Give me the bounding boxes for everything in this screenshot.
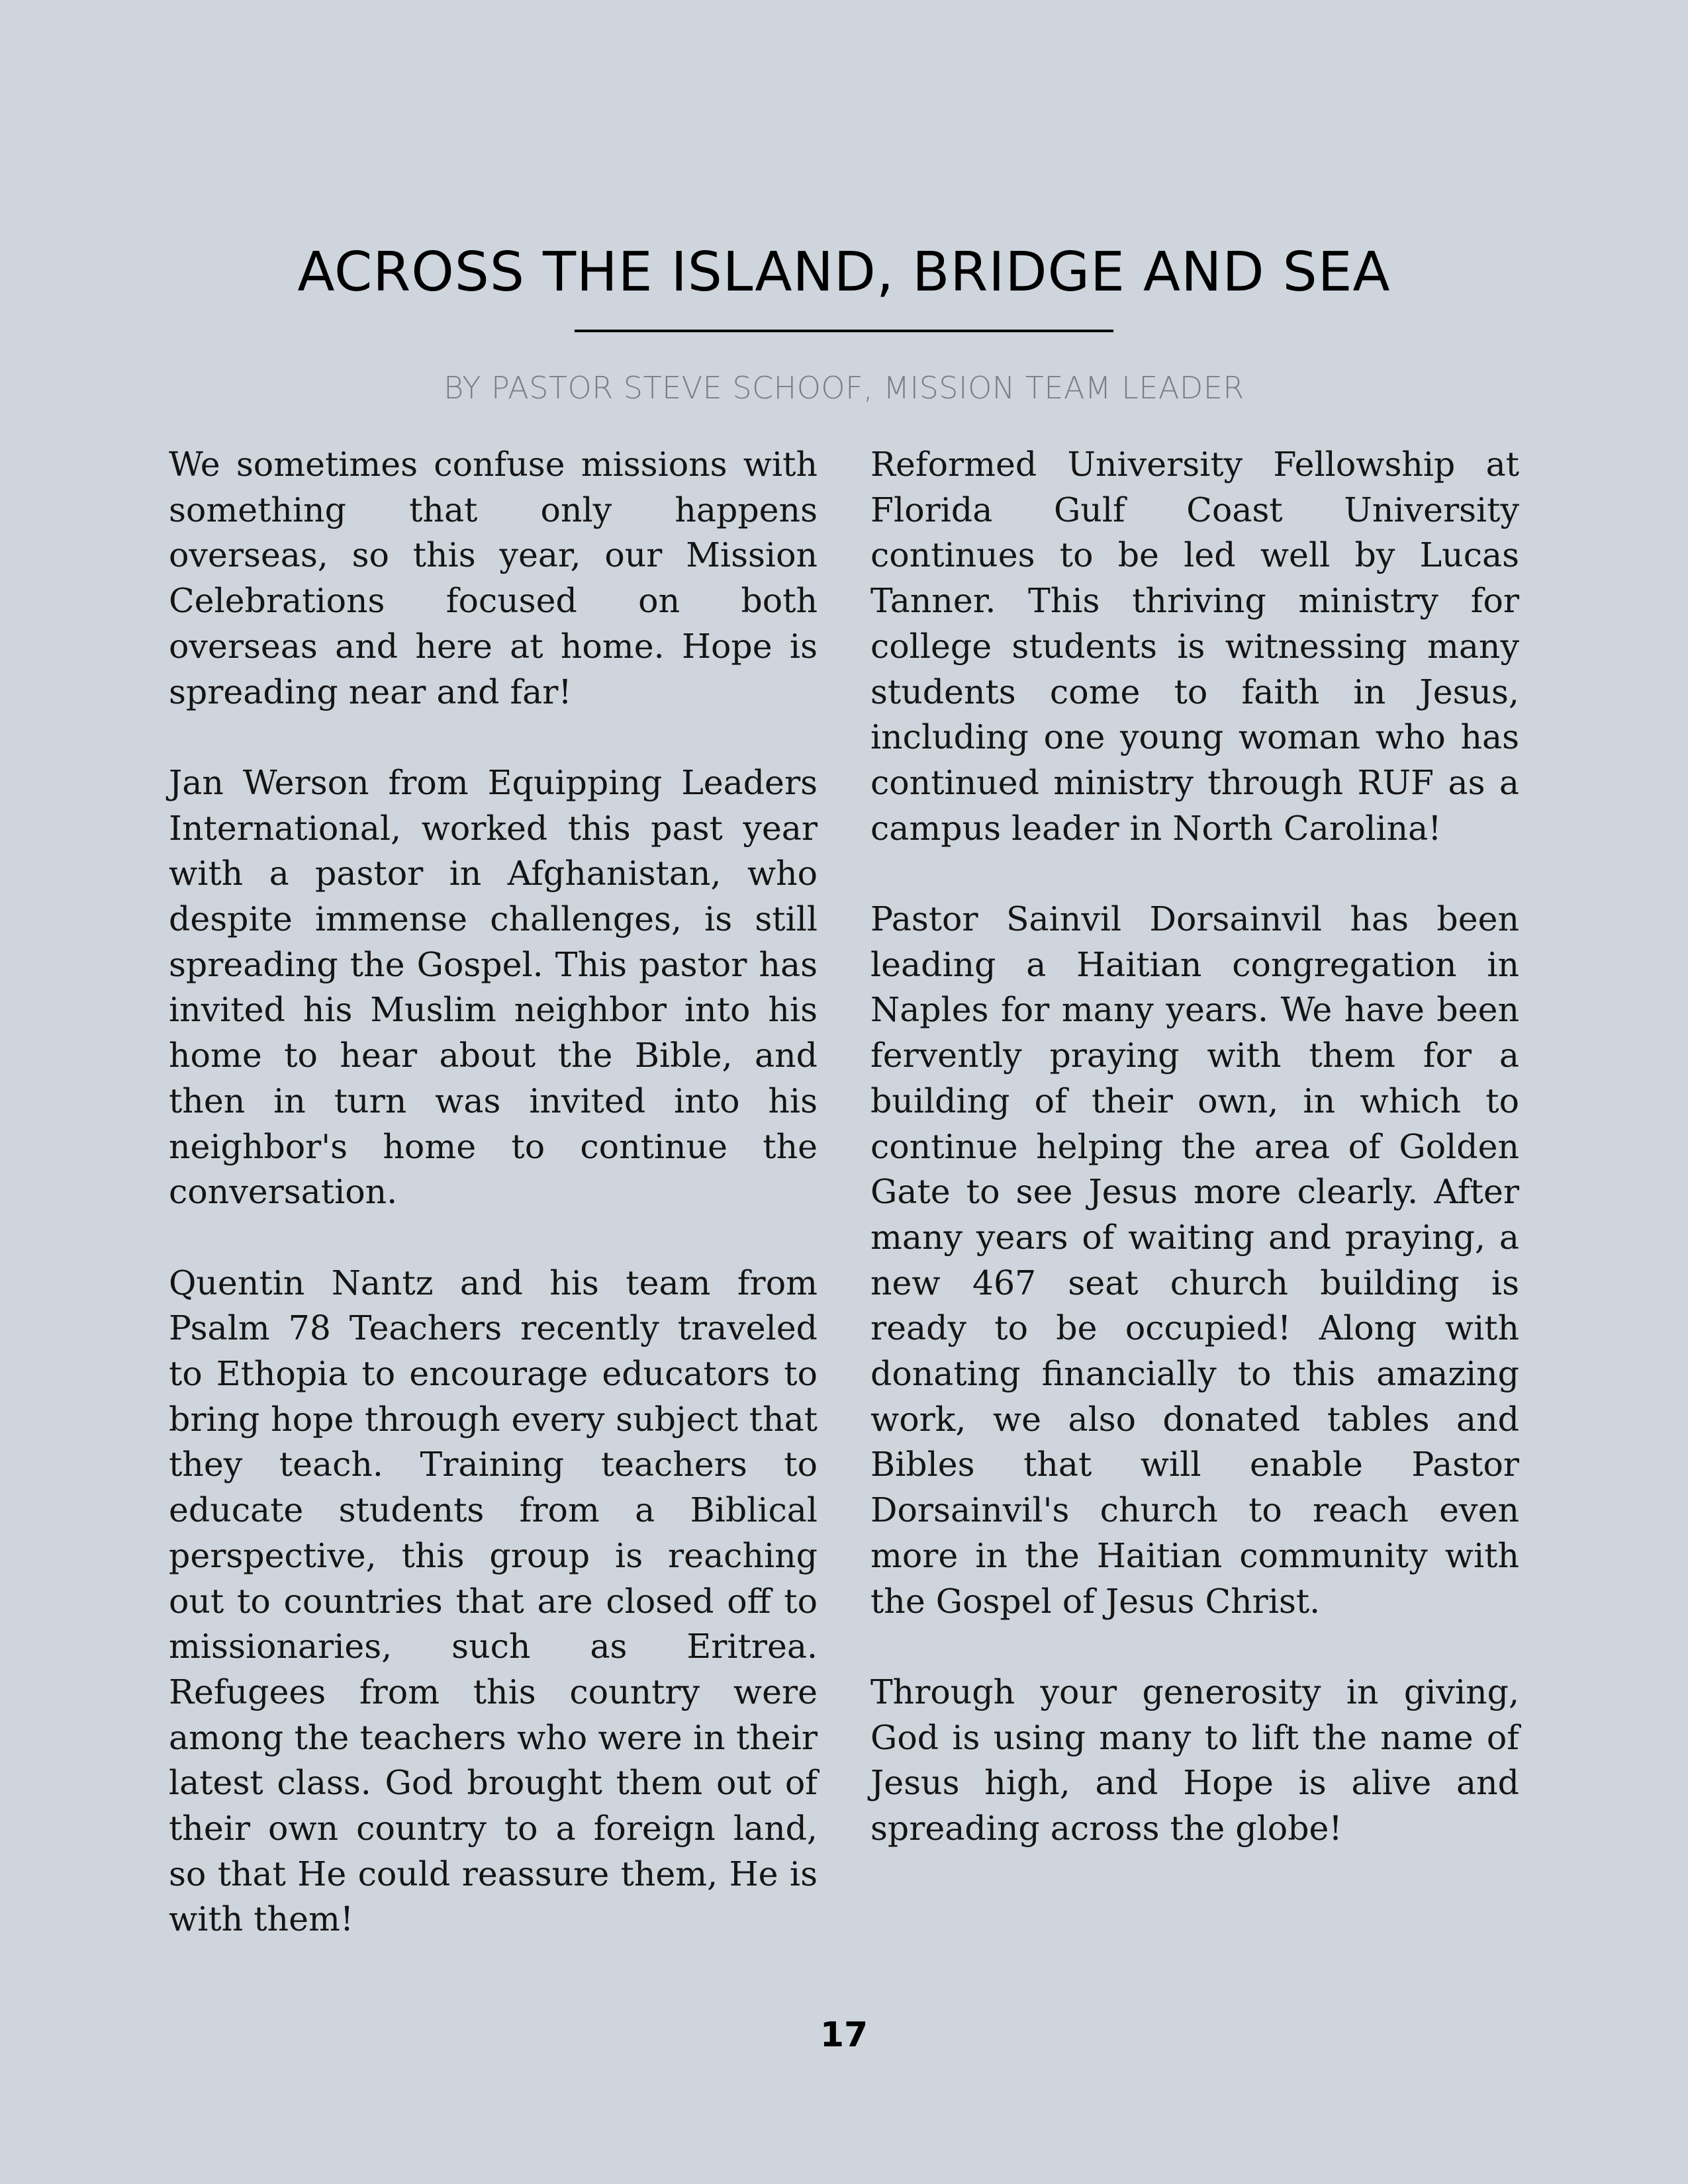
paragraph-closing: Through your generosity in giving, God is using many to lift the name of Jesus high, and Hope is alive and spreading across the globe! [870, 1672, 1519, 1848]
article-byline: BY PASTOR STEVE SCHOOF, MISSION TEAM LEADER [444, 370, 1244, 406]
page-number: 17 [820, 2015, 868, 2055]
left-column [169, 442, 818, 1988]
title-divider [575, 330, 1113, 332]
paragraph-equipping-leaders: Jan Werson from Equipping Leaders International, worked this past year with a pastor in Afghanistan, who despite immense challenges, is still spreading the Gospel. This pastor has invited his Muslim neighbor into his home to hear about the Bible, and then in turn was invited into his neighbor's home to continue the conversation. [169, 762, 818, 1212]
paragraph-missions-intro: We sometimes confuse missions with something that only happens overseas, so this year, our Mission Celebrations focused on both overseas and here at home. Hope is spreading near and far! [169, 445, 818, 711]
paragraph-haitian-congregation: Pastor Sainvil Dorsainvil has been leading a Haitian congregation in Naples for many years. We have been fervently praying with them for a building of their own, in which to continue helping the area of Golden Gate to see Jesus more clearly. After many years of waiting and praying, a new 467 seat church building is ready to be occupied! Along with donating financially to this amazing work, we also donated tables and Bibles that will enable Pastor Dorsainvil's church to reach even more in the Haitian community with the Gospel of Jesus Christ. [870, 899, 1519, 1621]
paragraph-psalm-78-teachers: Quentin Nantz and his team from Psalm 78 Teachers recently traveled to Ethopia to encourage educators to bring hope through every subject that they teach. Training teachers to educate students from a Biblical perspective, this group is reaching out to countries that are closed off to missionaries, such as Eritrea. Refugees from this country were among the teachers who were in their latest class. God brought them out of their own country to a foreign land, so that He could reassure them, He is with them! [169, 1263, 818, 1939]
paragraph-reformed-university-fellowship: Reformed University Fellowship at Florida Gulf Coast University continues to be led well by Lucas Tanner. This thriving ministry for college students is witnessing many students come to faith in Jesus, including one young woman who has continued ministry through RUF as a campus leader in North Carolina! [870, 445, 1519, 848]
right-column [870, 442, 1519, 1897]
article-title: ACROSS THE ISLAND, BRIDGE AND SEA [297, 241, 1391, 304]
